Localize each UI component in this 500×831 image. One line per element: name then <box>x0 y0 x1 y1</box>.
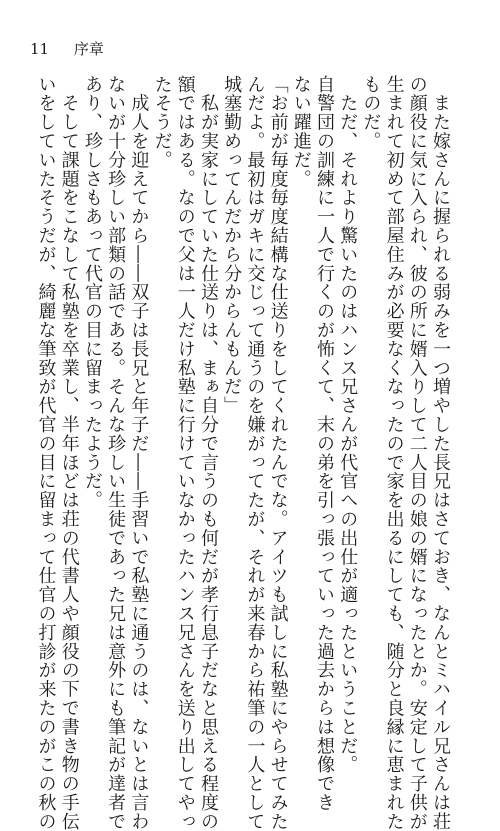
running-header <box>30 38 104 59</box>
text-line: んだよ。最初はガキに交じって通うのを嫌がってたが、それが来春から祐筆の一人として <box>244 75 266 831</box>
text-line: あり、珍しさもあって代官の目に留まったようだ。 <box>81 75 103 510</box>
text-line: 城塞勤めってんだから分からんもんだ」 <box>221 75 243 416</box>
text-line: たそうだ。 <box>151 75 173 170</box>
text-line: 額ではある。なので父は一人だけ私塾に行けていなかったハンス兄さんを送り出してやっ <box>174 75 196 831</box>
text-line: 生まれて初めて部屋住みが必要なくなったので家を出るにしても、随分と良縁に恵まれた <box>383 75 405 831</box>
text-line: 成人を迎えてから――双子は長兄と年子だ――手習いで私塾に通うのは、ないとは言わ <box>128 75 150 831</box>
page-number: 11 <box>30 40 50 58</box>
text-line: ただ、それより驚いたのはハンス兄さんが代官への出仕が適ったということだ。 <box>337 75 359 775</box>
text-line: また嫁さんに握られる弱みを一つ増やした長兄はさておき、なんとミハイル兄さんは荘 <box>430 75 451 831</box>
text-line: ない躍進だ。 <box>290 75 312 189</box>
body-text <box>34 75 452 831</box>
text-line: ものだ。 <box>360 75 382 151</box>
text-line: ないが十分珍しい部類の話である。そんな珍しい生徒であった兄は意外にも筆記が達者で <box>105 75 127 831</box>
text-line: の顔役に気に入られ、彼の所に婿入りして二人目の娘の婿になったとか。安定して子供が <box>406 75 428 831</box>
text-line: 私が実家にしていた仕送りは、まぁ自分で言うのも何だが孝行息子だなと思える程度の <box>197 75 219 831</box>
text-line: 自警団の訓練に一人で行くのが怖くて、末の弟を引っ張っていった過去からは想像でき <box>313 75 335 813</box>
text-line: そして課題をこなして私塾を卒業し、半年ほどは荘の代書人や顔役の下で書き物の手伝 <box>58 75 80 831</box>
text-line: 「お前が毎度毎度結構な仕送りをしてくれたんでな。アイツも試しに私塾にやらせてみた <box>267 75 289 831</box>
chapter-title: 序章 <box>73 40 104 58</box>
text-line: いをしていたそうだが、綺麗な筆致が代官の目に留まって仕官の打診が来たのがこの秋の <box>35 75 57 831</box>
